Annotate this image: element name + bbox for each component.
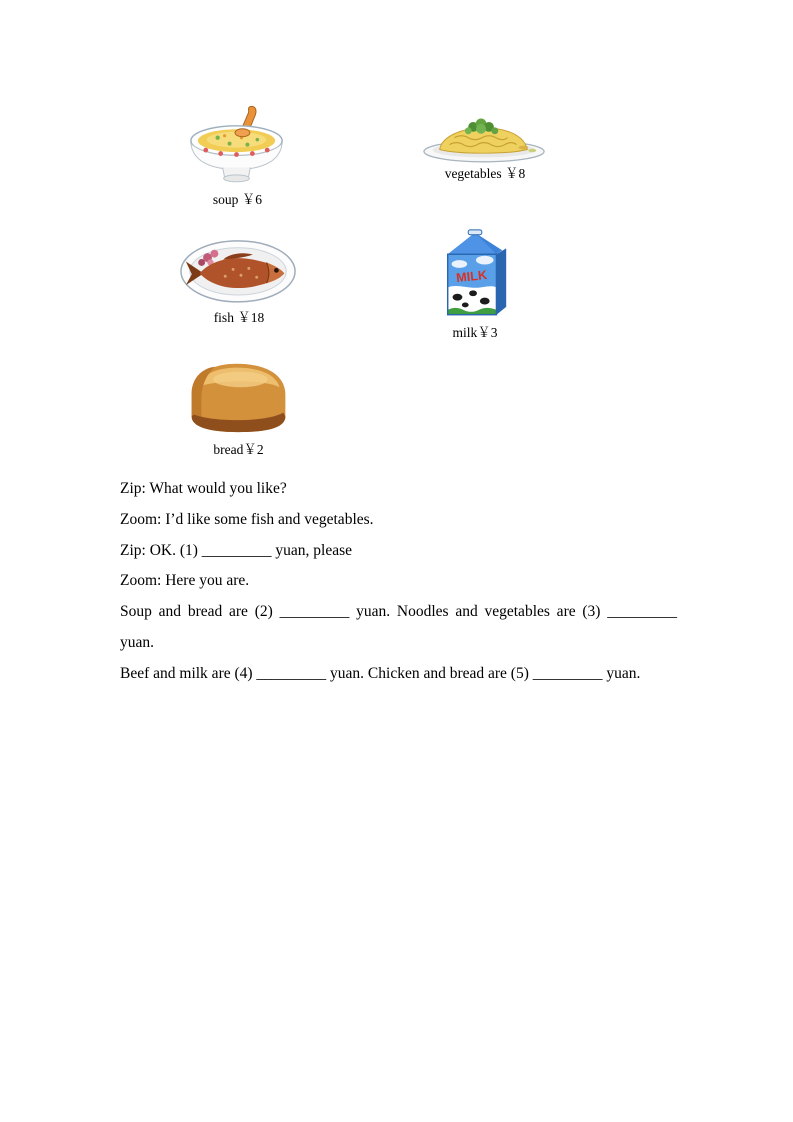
dialogue-line-2: Zoom: I’d like some fish and vegetables. <box>120 510 374 528</box>
soup-bowl-icon <box>180 104 295 185</box>
dialogue-line-7: Beef and milk are (4) _________ yuan. Chicken and bread are (5) _________ yuan. <box>120 664 641 682</box>
milk-carton-label: MILK <box>455 268 488 286</box>
fish-illustration <box>178 232 300 312</box>
bread-caption: bread￥2 <box>213 442 264 457</box>
vegetables-illustration <box>422 118 548 168</box>
milk-carton-icon <box>436 225 514 323</box>
fish-caption: fish ￥18 <box>213 310 265 325</box>
dialogue-block <box>120 474 677 690</box>
soup-illustration <box>180 104 295 190</box>
vegetables-caption: vegetables ￥8 <box>444 166 526 181</box>
bread-loaf-icon <box>176 354 301 440</box>
vegetables-plate-icon <box>422 118 548 163</box>
soup-caption: soup ￥6 <box>212 192 263 207</box>
fish-plate-icon <box>178 232 300 307</box>
dialogue-line-3: Zip: OK. (1) _________ yuan, please <box>120 541 353 559</box>
bread-illustration <box>176 354 301 445</box>
dialogue-line-6: yuan. <box>120 633 155 651</box>
milk-caption: milk￥3 <box>452 325 498 340</box>
dialogue-line-5: Soup and bread are (2) _________ yuan. Noodles and vegetables are (3) _________ <box>120 603 677 621</box>
dialogue-line-1: Zip: What would you like? <box>120 480 287 497</box>
milk-illustration <box>436 225 514 328</box>
dialogue-line-4: Zoom: Here you are. <box>120 572 250 590</box>
